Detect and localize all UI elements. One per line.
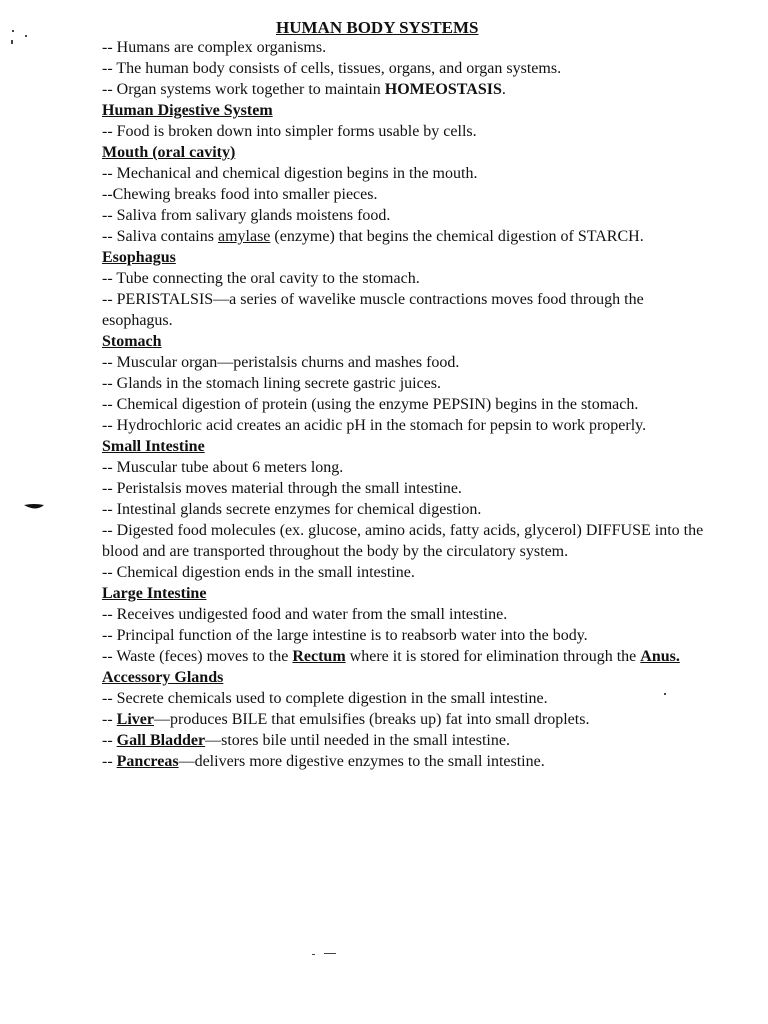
dash: -- (102, 753, 117, 770)
liver-term: Liver (116, 711, 154, 728)
esophagus-line: -- PERISTALSIS—a series of wavelike muscle contractions moves food through the esophagus. (102, 291, 644, 329)
text-fragment: -- Saliva contains (102, 228, 218, 245)
mouth-line: -- Saliva from salivary glands moistens food. (102, 207, 391, 224)
text-fragment: (enzyme) that begins the chemical digestion of STARCH. (270, 228, 644, 245)
text-fragment: . (501, 81, 506, 98)
mouth-amylase-line (102, 226, 714, 247)
small-intestine-line: -- Muscular tube about 6 meters long. (102, 459, 344, 476)
section-heading-accessory-glands: Accessory Glands (102, 669, 224, 686)
intro-homeostasis-line (102, 79, 714, 100)
stomach-line: -- Glands in the stomach lining secrete gastric juices. (102, 375, 442, 392)
section-heading-small-intestine: Small Intestine (102, 438, 205, 455)
section-heading-mouth: Mouth (oral cavity) (102, 144, 236, 161)
text-fragment: where it is stored for elimination through the (345, 648, 641, 665)
text-fragment: —stores bile until needed in the small intestine. (205, 732, 510, 749)
mouth-line: -- Mechanical and chemical digestion begins in the mouth. (102, 165, 478, 182)
small-intestine-line: -- Digested food molecules (ex. glucose, amino acids, fatty acids, glycerol) DIFFUSE into the blood and are transported throughout the body by the circulatory system. (102, 522, 704, 560)
mouth-line: --Chewing breaks food into smaller pieces. (102, 186, 378, 203)
scan-mark-arrow (24, 503, 44, 513)
small-intestine-line: -- Chemical digestion ends in the small intestine. (102, 564, 415, 581)
accessory-line: -- Secrete chemicals used to complete digestion in the small intestine. (102, 690, 548, 707)
large-intestine-line: -- Receives undigested food and water from the small intestine. (102, 606, 508, 623)
gall-bladder-term: Gall Bladder (116, 732, 206, 749)
large-intestine-line: -- Principal function of the large intestine is to reabsorb water into the body. (102, 627, 588, 644)
text-fragment: -- Organ systems work together to maintain (102, 81, 385, 98)
document-body (102, 37, 714, 772)
small-intestine-line: -- Intestinal glands secrete enzymes for chemical digestion. (102, 501, 482, 518)
accessory-item-pancreas (102, 751, 714, 772)
stomach-line: -- Hydrochloric acid creates an acidic pH in the stomach for pepsin to work properly. (102, 417, 647, 434)
text-fragment: —produces BILE that emulsifies (breaks up) fat into small droplets. (153, 711, 590, 728)
amylase-term: amylase (217, 228, 271, 245)
dash: -- (102, 711, 117, 728)
scan-speck (324, 953, 336, 954)
intro-line: -- The human body consists of cells, tissues, organs, and organ systems. (102, 60, 562, 77)
scan-speck (312, 954, 315, 955)
homeostasis-term: HOMEOSTASIS (384, 81, 502, 98)
stomach-line: -- Muscular organ—peristalsis churns and mashes food. (102, 354, 460, 371)
stomach-line: -- Chemical digestion of protein (using the enzyme PEPSIN) begins in the stomach. (102, 396, 639, 413)
dash: -- (102, 732, 117, 749)
page-title: HUMAN BODY SYSTEMS (276, 18, 479, 37)
section-heading-stomach: Stomach (102, 333, 162, 350)
anus-term: Anus. (640, 648, 680, 665)
section-heading-esophagus: Esophagus (102, 249, 176, 266)
text-fragment: -- Waste (feces) moves to the (102, 648, 293, 665)
section-heading-large-intestine: Large Intestine (102, 585, 207, 602)
scan-speck (664, 693, 666, 695)
pancreas-term: Pancreas (116, 753, 179, 770)
scan-speck (11, 40, 13, 44)
intro-line: -- Humans are complex organisms. (102, 39, 327, 56)
digestive-line: -- Food is broken down into simpler forms usable by cells. (102, 123, 477, 140)
section-heading-digestive: Human Digestive System (102, 102, 273, 119)
scan-speck (12, 30, 14, 32)
large-intestine-waste-line (102, 646, 714, 667)
accessory-item-gall-bladder (102, 730, 714, 751)
rectum-term: Rectum (292, 648, 346, 665)
scan-speck (25, 35, 27, 37)
accessory-item-liver (102, 709, 714, 730)
small-intestine-line: -- Peristalsis moves material through the small intestine. (102, 480, 462, 497)
esophagus-line: -- Tube connecting the oral cavity to the stomach. (102, 270, 420, 287)
text-fragment: —delivers more digestive enzymes to the small intestine. (178, 753, 545, 770)
